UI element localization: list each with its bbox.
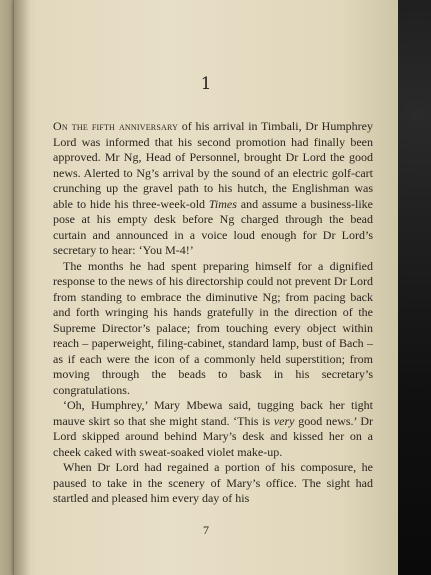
chapter-number: 1: [200, 74, 212, 94]
book-page: [14, 0, 398, 575]
paragraph-1: [53, 119, 373, 259]
paragraph-2: [53, 259, 373, 399]
body-text: [53, 119, 373, 507]
dark-background: [398, 0, 431, 575]
paragraph-1-text-b: and assume a business-like pose at his empty desk before Ng charged through the bead curtain and announced in a voice loud enough for Dr Lord’s secretary to hear: ‘You M-4!’: [53, 196, 373, 257]
paragraph-1-italic: Times: [208, 196, 237, 211]
page-number: 7: [203, 523, 209, 537]
paragraph-3: [53, 398, 373, 460]
paragraph-2-text: The months he had spent preparing himself for a dignified response to the news of his directorship could not prevent Dr Lord from standing to embrace the diminutive Ng; from pacing back and forth wringing his hands gratefully in the direction of the Supreme Director’s palace; from touching every object within reach – paperweight, filing-cabinet, standard lamp, bust of Bach – as if each were the icon of a commonly held superstition; from moving through the beads to bask in his secretary’s congratulations.: [53, 258, 373, 397]
opening-small-caps: On the fifth anniversary: [53, 119, 179, 133]
paragraph-3-italic: very: [273, 413, 295, 428]
paragraph-3-text-a: ‘Oh, Humphrey,’ Mary Mbewa said, tugging back her tight mauve skirt so that she might stand. ‘This is: [53, 398, 373, 428]
paragraph-3-text-b: good news.’ Dr Lord skipped around behind Mary’s desk and kissed her on a cheek caked with sweat-soaked violet make-up.: [53, 413, 373, 459]
paragraph-1-text-a: of his arrival in Timbali, Dr Humphrey Lord was informed that his second promotion had finally been approved. Mr Ng, Head of Personnel, brought Dr Lord the good news. Alerted to Ng’s arrival by the sound of an electric golf-cart crunching up the gravel path to his hutch, the Englishman was able to hide his three-week-old: [53, 119, 373, 211]
paragraph-4: [53, 460, 373, 507]
paragraph-4-text: When Dr Lord had regained a portion of his composure, he paused to take in the scenery of Mary’s office. The sight had startled and pleased him every day of his: [53, 460, 373, 505]
